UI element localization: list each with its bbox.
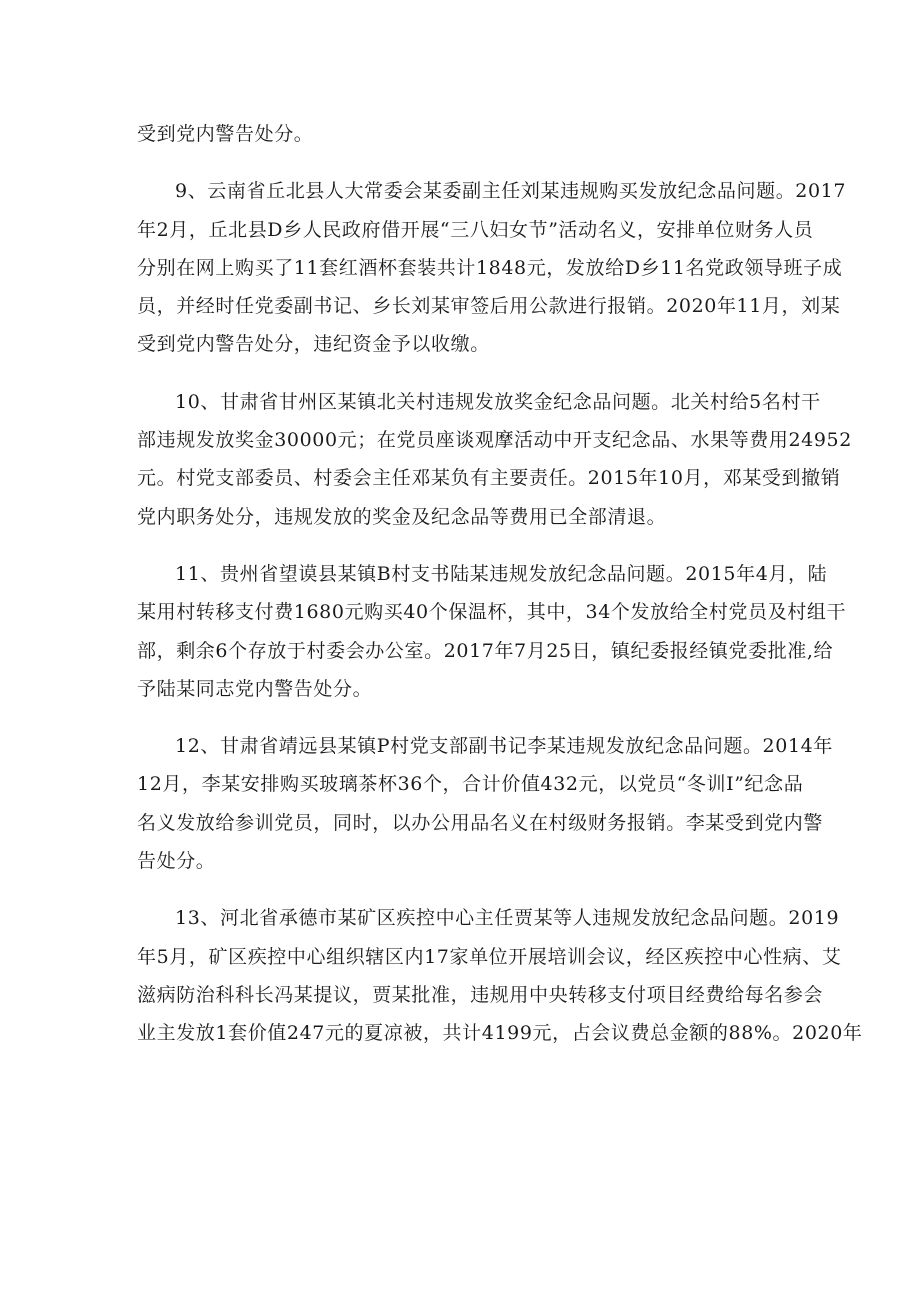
text-line: 名义发放给参训党员，同时，以办公用品名义在村级财务报销。李某受到党内警	[137, 811, 824, 834]
text-line: 受到党内警告处分，违纪资金予以收缴。	[137, 333, 490, 356]
paragraph-case-13	[137, 899, 863, 1052]
text-line: 13、河北省承德市某矿区疾控中心主任贾某等人违规发放纪念品问题。2019	[175, 907, 840, 930]
text-line: 分别在网上购买了11套红酒杯套装共计1848元，发放给D乡11名党政领导班子成	[137, 256, 843, 279]
text-line: 滋病防治科科长冯某提议，贾某批准，违规用中央转移支付项目经费给每名参会	[137, 983, 824, 1006]
paragraph-case-11	[137, 555, 847, 708]
text-line: 9、云南省丘北县人大常委会某委副主任刘某违规购买发放纪念品问题。2017	[175, 180, 847, 203]
paragraph-case-9	[137, 172, 847, 363]
text-line: 10、甘肃省甘州区某镇北关村违规发放奖金纪念品问题。北关村给5名村干	[175, 390, 821, 413]
text-line: 某用村转移支付费1680元购买40个保温杯，其中，34个发放给全村党员及村组干	[137, 601, 847, 624]
document-body	[137, 115, 863, 1072]
text-line: 年5月，矿区疾控中心组织辖区内17家单位开展培训会议，经区疾控中心性病、艾	[137, 945, 842, 968]
text-line: 12月，李某安排购买玻璃茶杯36个，合计价值432元，以党员“冬训I”纪念品	[137, 773, 804, 796]
paragraph-continuation	[137, 115, 789, 153]
text-line: 元。村党支部委员、村委会主任邓某负有主要责任。2015年10月，邓某受到撤销	[137, 467, 841, 490]
paragraph-case-12	[137, 727, 833, 880]
text-line: 党内职务处分，违规发放的奖金及纪念品等费用已全部清退。	[137, 505, 667, 528]
text-line: 受到党内警告处分。	[137, 123, 314, 145]
text-line: 11、贵州省望谟县某镇B村支书陆某违规发放纪念品问题。2015年4月，陆	[175, 562, 828, 585]
text-line: 告处分。	[137, 850, 216, 873]
paragraph-case-10	[137, 383, 852, 536]
text-line: 予陆某同志党内警告处分。	[137, 677, 373, 700]
text-line: 年2月，丘北县D乡人民政府借开展“三八妇女节”活动名义，安排单位财务人员	[137, 218, 814, 241]
text-line: 部，剩余6个存放于村委会办公室。2017年7月25日，镇纪委报经镇党委批准,给	[137, 639, 834, 662]
text-line: 部违规发放奖金30000元；在党员座谈观摩活动中开支纪念品、水果等费用24952	[137, 429, 852, 452]
text-line: 员，并经时任党委副书记、乡长刘某审签后用公款进行报销。2020年11月，刘某	[137, 295, 841, 318]
text-line: 12、甘肃省靖远县某镇P村党支部副书记李某违规发放纪念品问题。2014年	[175, 735, 833, 758]
text-line: 业主发放1套价值247元的夏凉被，共计4199元，占会议费总金额的88%。2020年	[137, 1022, 863, 1045]
